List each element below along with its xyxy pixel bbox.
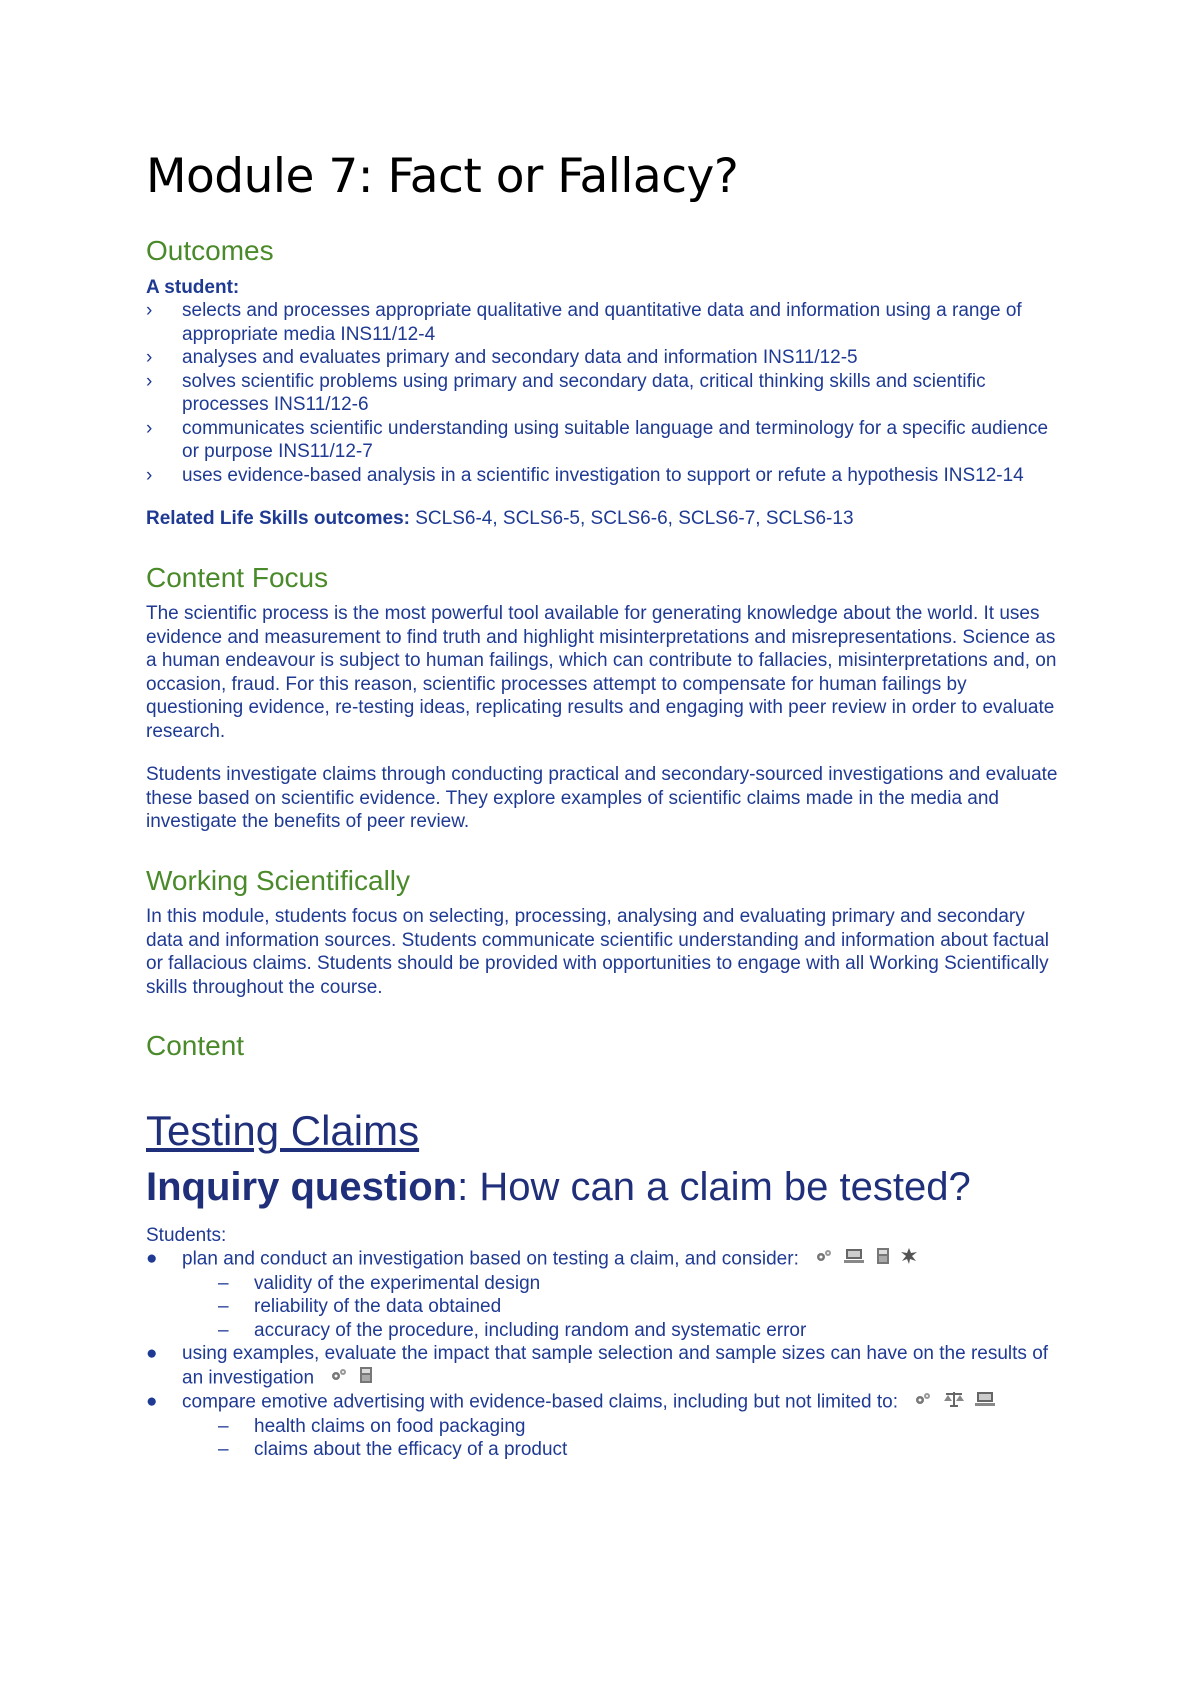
related-outcomes: Related Life Skills outcomes: SCLS6-4, SCLS6-5, SCLS6-6, SCLS6-7, SCLS6-13 — [146, 508, 854, 530]
content-focus-paragraph-1: The scientific process is the most powerful tool available for generating knowledge about the world. It uses evidence and measurement to find truth and highlight misinterpretations and misrepresentations. Science as a human endeavour is subject to human failings, which can contribute to fallacies, misinterpretations and, on occasion, fraud. For this reason, scientific processes attempt to compensate for human failings by questioning evidence, re-testing ideas, replicating results and engaging with peer review in order to evaluate research. — [146, 603, 1057, 742]
content-heading: Content — [146, 1030, 245, 1062]
content-focus-paragraph-2: Students investigate claims through conducting practical and secondary-sourced investigations and evaluate these based on scientific evidence. They explore examples of scientific claims made in the media and investigate the benefits of peer review. — [146, 764, 1058, 833]
list-item: › communicates scientific understanding using suitable language and terminology for a specific audience or purpose INS11/12-7 — [146, 417, 1049, 463]
splat-icon — [900, 1247, 918, 1272]
students-label: Students: — [146, 1224, 227, 1246]
sub-list — [182, 1415, 1066, 1462]
computer-icon — [844, 1247, 866, 1272]
scales-icon — [943, 1390, 965, 1415]
list-item: – accuracy of the procedure, including random and systematic error — [218, 1319, 807, 1341]
outcomes-list — [146, 299, 1066, 487]
sub-list — [182, 1272, 1066, 1343]
outcomes-intro: A student: — [146, 276, 240, 298]
list-item: › solves scientific problems using primary and secondary data, critical thinking skills and scientific processes INS11/12-6 — [146, 370, 986, 416]
list-item: › selects and processes appropriate qualitative and quantitative data and information using a range of appropriate media INS11/12-4 — [146, 300, 1022, 345]
list-item: ● compare emotive advertising with evidence-based claims, including but not limited to: – health claims on food packaging – claims about the efficacy of a product — [146, 1390, 1066, 1462]
list-item: – health claims on food packaging — [218, 1415, 526, 1437]
gears-icon — [329, 1366, 349, 1391]
list-item: ● plan and conduct an investigation based on testing a claim, and consider: – validity of the experimental design – reliability of the data obtained – accuracy of the procedure, including random and systematic error — [146, 1247, 1066, 1342]
calculator-icon — [359, 1366, 373, 1391]
gears-icon — [814, 1247, 834, 1272]
page-title: Module 7: Fact or Fallacy? — [146, 149, 739, 204]
document-page — [146, 150, 1066, 1462]
outcomes-heading: Outcomes — [146, 235, 274, 267]
list-item: ● using examples, evaluate the impact that sample selection and sample sizes can have on the results of an investigation — [146, 1342, 1066, 1390]
list-item: › analyses and evaluates primary and secondary data and information INS11/12-5 — [146, 347, 858, 369]
computer-icon — [975, 1390, 997, 1415]
list-item: – claims about the efficacy of a product — [218, 1439, 568, 1461]
list-item: – reliability of the data obtained — [218, 1296, 502, 1318]
content-focus-heading: Content Focus — [146, 561, 329, 593]
testing-claims-heading: Testing Claims — [146, 1106, 420, 1154]
list-item: – validity of the experimental design — [218, 1272, 541, 1294]
gears-icon — [913, 1390, 933, 1415]
calculator-icon — [876, 1247, 890, 1272]
content-list — [146, 1247, 1066, 1462]
list-item: › uses evidence-based analysis in a scientific investigation to support or refute a hypothesis INS12-14 — [146, 464, 1024, 486]
working-scientifically-paragraph: In this module, students focus on selecting, processing, analysing and evaluating primary and secondary data and information sources. Students communicate scientific understanding and information about factual or fallacious claims. Students should be provided with opportunities to engage with all Working Scientifically skills throughout the course. — [146, 906, 1050, 998]
inquiry-question: Inquiry question: How can a claim be tested? — [146, 1164, 971, 1209]
working-scientifically-heading: Working Scientifically — [146, 864, 411, 896]
